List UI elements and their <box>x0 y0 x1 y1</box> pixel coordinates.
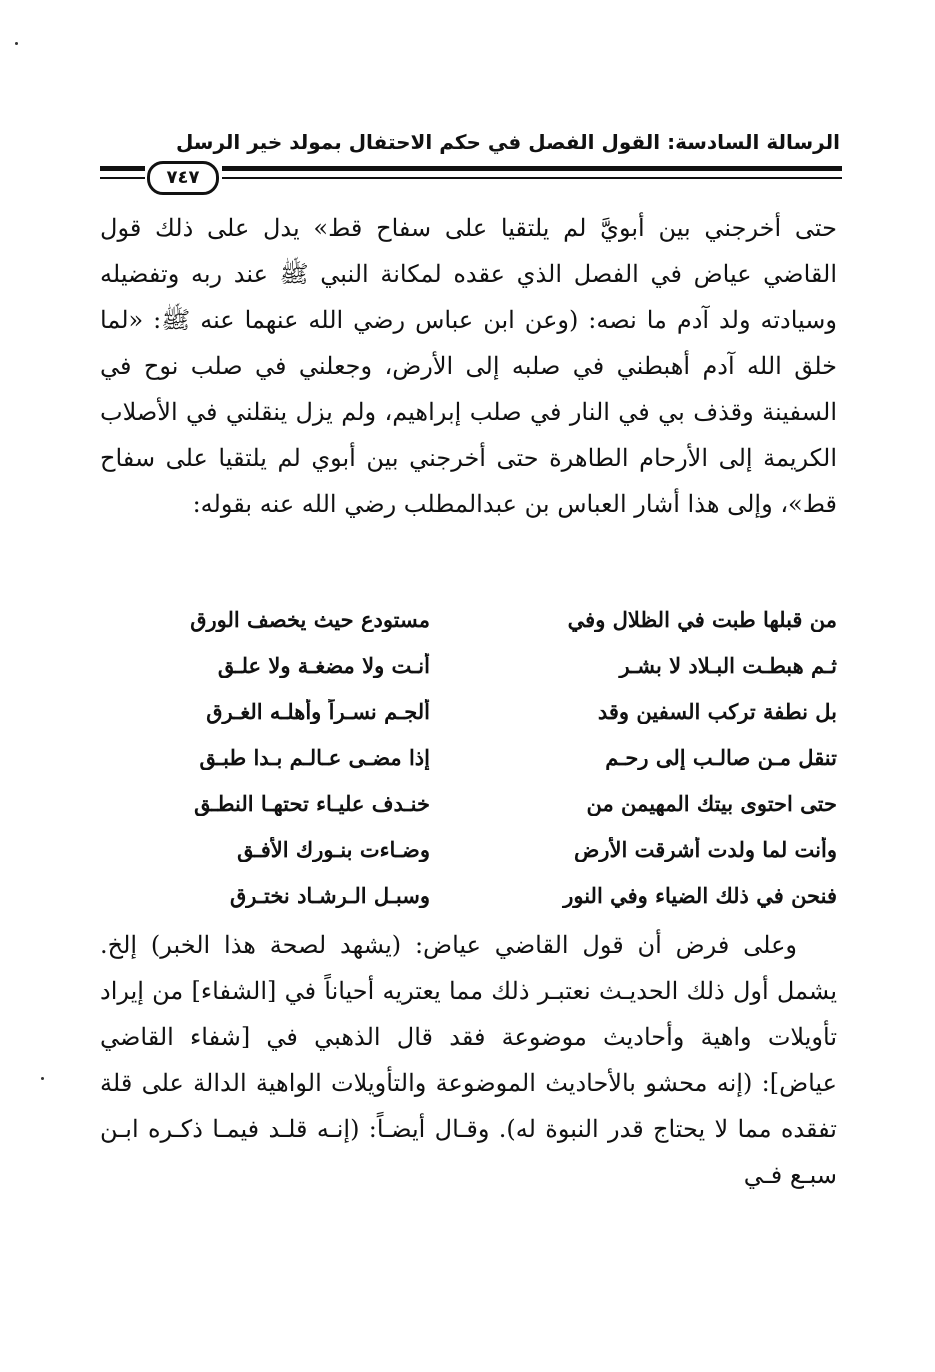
running-header-title: الرسالة السادسة: القول الفصل في حكم الاحتفال بمولد خير الرسل <box>175 130 840 154</box>
poem-verse <box>100 872 837 918</box>
header-rule-left-thin <box>100 177 145 179</box>
poem-verse <box>100 642 837 688</box>
paragraph: حتى أخرجني بين أبويَّ لم يلتقيا على سفاح قط» يدل على ذلك قول القاضي عياض في الفصل الذي عقده لمكانة النبي ﷺ عند ربه وتفضيله وسيادته ولد آدم ما نصه: (وعن ابن عباس رضي الله عنهما عنه ﷺ: «لما خلق الله آدم أهبطني في صلبه إلى الأرض، وجعلني في صلب نوح في السفينة وقذف بي في النار في صلب إبراهيم، ولم يزل ينقلني في الأصلاب الكريمة إلى الأرحام الطاهرة حتى أخرجني بين أبوي لم يلتقيا على سفاح قط»، وإلى هذا أشار العباس بن عبدالمطلب رضي الله عنه بقوله: <box>100 214 837 518</box>
poem-verse <box>100 780 837 826</box>
header-rule-right <box>222 166 842 171</box>
verse-first-half: من قبلها طبت في الظلال وفي <box>567 606 837 632</box>
poem <box>100 596 837 918</box>
verse-second-half: ألجـم نسـراً وأهلـه الغـرق <box>206 698 430 724</box>
poem-verse <box>100 826 837 872</box>
verse-second-half: مستودع حيث يخصف الورق <box>190 606 430 632</box>
verse-first-half: ثـم هبطـت البـلاد لا بشـر <box>619 652 837 678</box>
verse-first-half: حتى احتوى بيتك المهيمن من <box>586 790 837 816</box>
verse-first-half: وأنت لما ولدت أشرقت الأرض <box>574 836 837 862</box>
header-rule-right-thin <box>222 177 842 179</box>
body-text-top <box>100 205 837 527</box>
verse-second-half: وضـاءت بنـورك الأفـق <box>237 836 430 862</box>
verse-second-half: وسبـل الـرشـاد نختـرق <box>230 882 430 908</box>
scan-speck <box>41 1077 44 1080</box>
verse-second-half: إذا مضـى عـالـم بـدا طبـق <box>199 744 430 770</box>
poem-verse <box>100 596 837 642</box>
scan-speck <box>15 42 18 45</box>
page-number: ٧٤٧ <box>147 161 219 195</box>
header-rule-left <box>100 166 145 171</box>
verse-first-half: تنقل مـن صالـب إلى رحـم <box>605 744 837 770</box>
poem-verse <box>100 734 837 780</box>
poem-verse <box>100 688 837 734</box>
verse-second-half: أنـت ولا مضغـة ولا علـق <box>217 652 430 678</box>
paragraph: وعلى فرض أن قول القاضي عياض: (يشهد لصحة هذا الخبر) إلخ. يشمل أول ذلك الحديـث نعتبـر ذلك مما يعتريه أحياناً في [الشفاء] من إيراد تأويلات واهية وأحاديث موضوعة فقد قال الذهبي في [شفاء القاضي عياض]: (إنه محشو بالأحاديث الموضوعة والتأويلات الواهية الدالة على قلة تفقده مما لا يحتاج قدر النبوة له). وقـال أيضـاً: (إنـه قلـد فيمـا ذكـره ابـن سبـع فـي <box>100 931 837 1189</box>
body-text-bottom <box>100 922 837 1198</box>
verse-first-half: فنحن في ذلك الضياء وفي النور <box>563 882 837 908</box>
verse-first-half: بل نطفة تركب السفين وقد <box>597 698 837 724</box>
verse-second-half: خنـدف عليـاء تحتهـا النطـق <box>194 790 430 816</box>
